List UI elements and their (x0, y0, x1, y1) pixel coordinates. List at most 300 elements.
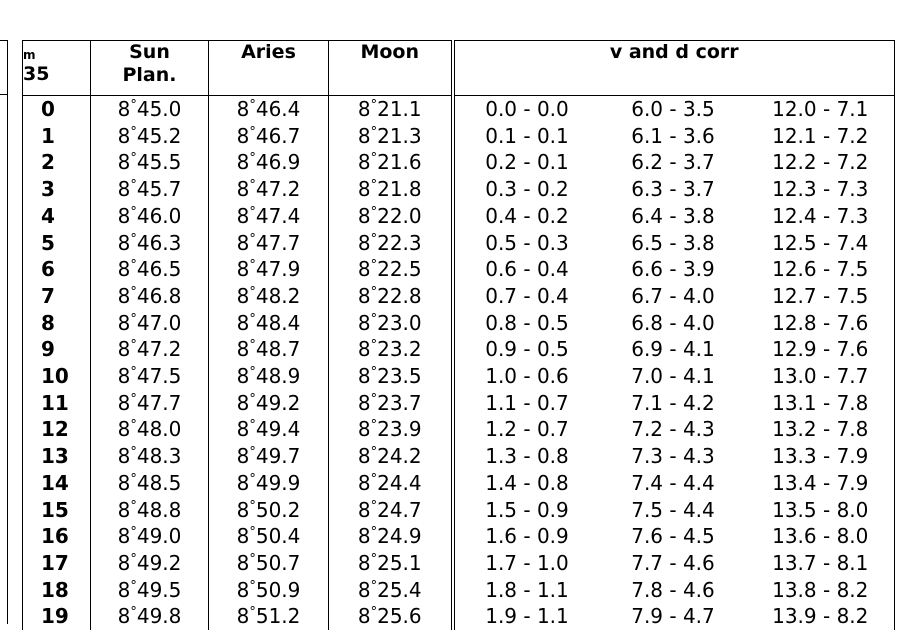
vd-correction-cell: 7.2 - 4.3 (600, 416, 747, 443)
degree-symbol: ° (371, 499, 378, 514)
aries-increment-cell (209, 123, 329, 150)
minute-label: m (23, 41, 90, 62)
minute-cell: 15 (23, 497, 91, 524)
degree-symbol: ° (130, 178, 137, 193)
vd-correction-cell: 13.0 - 7.7 (747, 363, 895, 390)
aries-increment-cell (209, 256, 329, 283)
moon-increment-cell-degrees: 8 (358, 417, 371, 441)
sun-increment-cell-degrees: 8 (118, 391, 131, 415)
vd-correction-cell: 1.8 - 1.1 (453, 577, 600, 604)
moon-increment-cell-degrees: 8 (358, 364, 371, 388)
aries-increment-cell-degrees: 8 (237, 391, 250, 415)
aries-increment-cell-degrees: 8 (237, 417, 250, 441)
moon-increment-cell-degrees: 8 (358, 311, 371, 335)
moon-increment-cell (329, 336, 453, 363)
degree-symbol: ° (130, 605, 137, 620)
degree-symbol: ° (249, 125, 256, 140)
vd-correction-cell: 12.3 - 7.3 (747, 176, 895, 203)
vd-correction-cell: 0.4 - 0.2 (453, 203, 600, 230)
aries-increment-cell-minutes: 51.2 (256, 604, 301, 628)
aries-increment-cell-degrees: 8 (237, 578, 250, 602)
minute-cell: 19 (23, 603, 91, 630)
aries-increment-cell (209, 336, 329, 363)
moon-increment-cell-minutes: 22.5 (377, 257, 422, 281)
vd-correction-cell: 12.4 - 7.3 (747, 203, 895, 230)
degree-symbol: ° (130, 205, 137, 220)
table-row (23, 390, 895, 417)
moon-increment-cell-degrees: 8 (358, 204, 371, 228)
degree-symbol: ° (371, 178, 378, 193)
vd-correction-cell: 1.1 - 0.7 (453, 390, 600, 417)
sun-increment-cell-degrees: 8 (118, 150, 131, 174)
degree-symbol: ° (371, 472, 378, 487)
moon-increment-cell-degrees: 8 (358, 578, 371, 602)
moon-increment-cell-degrees: 8 (358, 177, 371, 201)
adjacent-table-edge (7, 40, 8, 624)
degree-symbol: ° (249, 365, 256, 380)
aries-increment-cell-minutes: 50.2 (256, 498, 301, 522)
moon-increment-cell-minutes: 21.8 (377, 177, 422, 201)
moon-increment-cell-degrees: 8 (358, 150, 371, 174)
moon-increment-cell-minutes: 22.3 (377, 231, 422, 255)
moon-increment-cell-degrees: 8 (358, 471, 371, 495)
sun-increment-cell-degrees: 8 (118, 204, 131, 228)
sun-increment-cell (91, 577, 209, 604)
sun-increment-cell (91, 443, 209, 470)
vd-correction-cell: 1.9 - 1.1 (453, 603, 600, 630)
vd-correction-cell: 0.1 - 0.1 (453, 123, 600, 150)
moon-increment-cell-degrees: 8 (358, 391, 371, 415)
aries-increment-cell-minutes: 50.4 (256, 524, 301, 548)
aries-increment-cell (209, 603, 329, 630)
aries-increment-cell-minutes: 49.7 (256, 444, 301, 468)
degree-symbol: ° (130, 125, 137, 140)
minute-cell: 6 (23, 256, 91, 283)
moon-increment-cell (329, 577, 453, 604)
degree-symbol: ° (371, 552, 378, 567)
vd-correction-cell: 6.7 - 4.0 (600, 283, 747, 310)
moon-increment-cell-minutes: 25.4 (377, 578, 422, 602)
moon-increment-cell-degrees: 8 (358, 604, 371, 628)
vd-correction-cell: 12.5 - 7.4 (747, 230, 895, 257)
sun-increment-cell-degrees: 8 (118, 177, 131, 201)
degree-symbol: ° (130, 232, 137, 247)
sun-increment-cell (91, 603, 209, 630)
degree-symbol: ° (249, 392, 256, 407)
vd-correction-cell: 1.4 - 0.8 (453, 470, 600, 497)
sun-increment-cell-degrees: 8 (118, 284, 131, 308)
sun-increment-cell (91, 283, 209, 310)
sun-increment-cell-degrees: 8 (118, 471, 131, 495)
minute-cell: 12 (23, 416, 91, 443)
aries-increment-cell-minutes: 46.4 (256, 97, 301, 121)
sun-increment-cell-minutes: 45.0 (137, 97, 182, 121)
moon-increment-cell-degrees: 8 (358, 337, 371, 361)
degree-symbol: ° (130, 365, 137, 380)
degree-symbol: ° (371, 125, 378, 140)
table-row (23, 176, 895, 203)
degree-symbol: ° (371, 258, 378, 273)
vd-correction-cell: 1.7 - 1.0 (453, 550, 600, 577)
table-row (23, 123, 895, 150)
sun-increment-cell (91, 310, 209, 337)
degree-symbol: ° (130, 151, 137, 166)
degree-symbol: ° (130, 579, 137, 594)
vd-correction-cell: 6.2 - 3.7 (600, 149, 747, 176)
sun-increment-cell-minutes: 46.3 (137, 231, 182, 255)
degree-symbol: ° (130, 338, 137, 353)
sun-increment-cell-minutes: 45.7 (137, 177, 182, 201)
vd-correction-cell: 13.5 - 8.0 (747, 497, 895, 524)
moon-increment-cell (329, 443, 453, 470)
sun-increment-cell-degrees: 8 (118, 257, 131, 281)
aries-increment-cell-degrees: 8 (237, 97, 250, 121)
minute-cell: 4 (23, 203, 91, 230)
degree-symbol: ° (249, 258, 256, 273)
vd-correction-cell: 6.4 - 3.8 (600, 203, 747, 230)
table-body (23, 96, 895, 630)
degree-symbol: ° (371, 205, 378, 220)
degree-symbol: ° (371, 285, 378, 300)
moon-increment-cell-minutes: 21.6 (377, 150, 422, 174)
table-row (23, 230, 895, 257)
vd-correction-cell: 13.4 - 7.9 (747, 470, 895, 497)
vd-correction-cell: 13.9 - 8.2 (747, 603, 895, 630)
vd-correction-cell: 0.3 - 0.2 (453, 176, 600, 203)
vd-correction-cell: 7.8 - 4.6 (600, 577, 747, 604)
minute-cell: 8 (23, 310, 91, 337)
moon-increment-cell-minutes: 23.9 (377, 417, 422, 441)
sun-increment-cell-minutes: 49.8 (137, 604, 182, 628)
aries-increment-cell-minutes: 50.9 (256, 578, 301, 602)
sun-increment-cell (91, 256, 209, 283)
table-header-row (23, 41, 895, 96)
vd-correction-cell: 12.9 - 7.6 (747, 336, 895, 363)
aries-increment-cell-degrees: 8 (237, 524, 250, 548)
degree-symbol: ° (130, 312, 137, 327)
aries-increment-cell-minutes: 48.7 (256, 337, 301, 361)
moon-increment-cell-minutes: 23.5 (377, 364, 422, 388)
aries-increment-cell (209, 203, 329, 230)
moon-increment-cell (329, 149, 453, 176)
aries-increment-cell-degrees: 8 (237, 337, 250, 361)
moon-increment-cell-minutes: 22.8 (377, 284, 422, 308)
sun-increment-cell-minutes: 45.5 (137, 150, 182, 174)
degree-symbol: ° (371, 98, 378, 113)
aries-increment-cell (209, 310, 329, 337)
moon-increment-cell-minutes: 23.2 (377, 337, 422, 361)
sun-increment-cell-degrees: 8 (118, 498, 131, 522)
vd-correction-cell: 13.6 - 8.0 (747, 523, 895, 550)
sun-increment-cell-degrees: 8 (118, 551, 131, 575)
moon-increment-cell (329, 96, 453, 123)
vd-correction-cell: 12.0 - 7.1 (747, 96, 895, 123)
table-row (23, 336, 895, 363)
moon-increment-cell-degrees: 8 (358, 498, 371, 522)
aries-increment-cell (209, 176, 329, 203)
vd-correction-cell: 7.6 - 4.5 (600, 523, 747, 550)
sun-increment-cell-minutes: 47.5 (137, 364, 182, 388)
moon-increment-cell-minutes: 24.7 (377, 498, 422, 522)
aries-increment-cell-degrees: 8 (237, 471, 250, 495)
vd-correction-cell: 1.3 - 0.8 (453, 443, 600, 470)
moon-increment-cell (329, 256, 453, 283)
sun-increment-cell-degrees: 8 (118, 364, 131, 388)
degree-symbol: ° (371, 338, 378, 353)
sun-increment-cell-degrees: 8 (118, 417, 131, 441)
aries-increment-cell-minutes: 47.4 (256, 204, 301, 228)
degree-symbol: ° (249, 499, 256, 514)
v-and-d-corr-label: v and d corr (455, 41, 895, 64)
moon-increment-cell (329, 390, 453, 417)
sun-header-line2: Plan. (91, 64, 208, 87)
minute-cell: 2 (23, 149, 91, 176)
aries-increment-cell-minutes: 46.9 (256, 150, 301, 174)
degree-symbol: ° (130, 418, 137, 433)
moon-increment-cell-degrees: 8 (358, 257, 371, 281)
degree-symbol: ° (130, 472, 137, 487)
vd-correction-cell: 0.5 - 0.3 (453, 230, 600, 257)
table-row (23, 149, 895, 176)
degree-symbol: ° (130, 98, 137, 113)
moon-increment-cell (329, 230, 453, 257)
degree-symbol: ° (371, 365, 378, 380)
degree-symbol: ° (249, 312, 256, 327)
degree-symbol: ° (371, 232, 378, 247)
table-row (23, 310, 895, 337)
degree-symbol: ° (130, 445, 137, 460)
sun-increment-cell-degrees: 8 (118, 97, 131, 121)
sun-increment-cell-degrees: 8 (118, 124, 131, 148)
table-row (23, 203, 895, 230)
sun-increment-cell (91, 470, 209, 497)
minute-cell: 0 (23, 96, 91, 123)
table-row (23, 96, 895, 123)
moon-increment-cell-degrees: 8 (358, 97, 371, 121)
degree-symbol: ° (371, 605, 378, 620)
sun-increment-cell (91, 363, 209, 390)
sun-increment-cell-degrees: 8 (118, 604, 131, 628)
aries-increment-cell-minutes: 48.9 (256, 364, 301, 388)
sun-increment-cell (91, 149, 209, 176)
increments-corrections-table (22, 40, 895, 630)
aries-increment-cell-minutes: 49.9 (256, 471, 301, 495)
vd-correction-cell: 7.1 - 4.2 (600, 390, 747, 417)
vd-correction-cell: 7.9 - 4.7 (600, 603, 747, 630)
sun-increment-cell (91, 203, 209, 230)
hour-label: 35 (23, 62, 90, 86)
moon-increment-cell-degrees: 8 (358, 551, 371, 575)
moon-header (329, 41, 453, 96)
degree-symbol: ° (249, 232, 256, 247)
vd-correction-cell: 6.9 - 4.1 (600, 336, 747, 363)
vd-correction-cell: 1.5 - 0.9 (453, 497, 600, 524)
degree-symbol: ° (249, 445, 256, 460)
table-row (23, 416, 895, 443)
aries-increment-cell (209, 149, 329, 176)
sun-increment-cell-minutes: 45.2 (137, 124, 182, 148)
sun-increment-cell-degrees: 8 (118, 337, 131, 361)
minute-header (23, 41, 91, 96)
vd-correction-cell: 12.6 - 7.5 (747, 256, 895, 283)
degree-symbol: ° (249, 525, 256, 540)
moon-increment-cell (329, 523, 453, 550)
degree-symbol: ° (249, 579, 256, 594)
aries-header (209, 41, 329, 96)
degree-symbol: ° (130, 392, 137, 407)
moon-increment-cell-degrees: 8 (358, 284, 371, 308)
moon-increment-cell-minutes: 24.9 (377, 524, 422, 548)
moon-increment-cell (329, 416, 453, 443)
minute-cell: 13 (23, 443, 91, 470)
vd-correction-cell: 0.6 - 0.4 (453, 256, 600, 283)
vd-correction-cell: 0.7 - 0.4 (453, 283, 600, 310)
vd-correction-cell: 12.2 - 7.2 (747, 149, 895, 176)
sun-increment-cell-minutes: 46.8 (137, 284, 182, 308)
aries-increment-cell-degrees: 8 (237, 257, 250, 281)
sun-increment-cell-minutes: 49.2 (137, 551, 182, 575)
sun-increment-cell-minutes: 47.7 (137, 391, 182, 415)
sun-increment-cell-minutes: 46.5 (137, 257, 182, 281)
aries-increment-cell (209, 497, 329, 524)
moon-header-label: Moon (329, 41, 451, 64)
vd-correction-cell: 1.6 - 0.9 (453, 523, 600, 550)
sun-increment-cell-minutes: 49.5 (137, 578, 182, 602)
aries-increment-cell (209, 470, 329, 497)
sun-increment-cell-degrees: 8 (118, 311, 131, 335)
vd-correction-cell: 0.2 - 0.1 (453, 149, 600, 176)
sun-increment-cell (91, 336, 209, 363)
moon-increment-cell-minutes: 24.4 (377, 471, 422, 495)
aries-increment-cell-minutes: 48.2 (256, 284, 301, 308)
moon-increment-cell-minutes: 25.1 (377, 551, 422, 575)
sun-header-line1: Sun (91, 41, 208, 64)
degree-symbol: ° (249, 552, 256, 567)
sun-increment-cell-degrees: 8 (118, 444, 131, 468)
sun-planets-header (91, 41, 209, 96)
sun-increment-cell-degrees: 8 (118, 578, 131, 602)
vd-correction-cell: 12.1 - 7.2 (747, 123, 895, 150)
moon-increment-cell-minutes: 22.0 (377, 204, 422, 228)
degree-symbol: ° (371, 418, 378, 433)
moon-increment-cell-minutes: 23.7 (377, 391, 422, 415)
moon-increment-cell (329, 497, 453, 524)
minute-cell: 14 (23, 470, 91, 497)
degree-symbol: ° (130, 525, 137, 540)
minute-cell: 3 (23, 176, 91, 203)
table-row (23, 497, 895, 524)
aries-increment-cell-degrees: 8 (237, 124, 250, 148)
table-row (23, 363, 895, 390)
moon-increment-cell (329, 176, 453, 203)
minute-cell: 9 (23, 336, 91, 363)
aries-increment-cell-degrees: 8 (237, 311, 250, 335)
degree-symbol: ° (130, 285, 137, 300)
aries-increment-cell (209, 523, 329, 550)
sun-increment-cell-degrees: 8 (118, 524, 131, 548)
moon-increment-cell-degrees: 8 (358, 124, 371, 148)
sun-increment-cell-minutes: 48.3 (137, 444, 182, 468)
table-row (23, 523, 895, 550)
table-row (23, 577, 895, 604)
vd-correction-cell: 7.4 - 4.4 (600, 470, 747, 497)
sun-increment-cell-minutes: 49.0 (137, 524, 182, 548)
degree-symbol: ° (249, 418, 256, 433)
degree-symbol: ° (371, 445, 378, 460)
aries-increment-cell-degrees: 8 (237, 177, 250, 201)
degree-symbol: ° (249, 605, 256, 620)
minute-cell: 16 (23, 523, 91, 550)
moon-increment-cell-degrees: 8 (358, 524, 371, 548)
vd-correction-cell: 12.8 - 7.6 (747, 310, 895, 337)
vd-correction-cell: 7.5 - 4.4 (600, 497, 747, 524)
vd-correction-cell: 13.3 - 7.9 (747, 443, 895, 470)
moon-increment-cell-minutes: 23.0 (377, 311, 422, 335)
vd-correction-cell: 6.0 - 3.5 (600, 96, 747, 123)
degree-symbol: ° (130, 499, 137, 514)
vd-correction-cell: 0.9 - 0.5 (453, 336, 600, 363)
moon-increment-cell (329, 603, 453, 630)
vd-correction-cell: 6.1 - 3.6 (600, 123, 747, 150)
aries-increment-cell-degrees: 8 (237, 551, 250, 575)
aries-increment-cell (209, 416, 329, 443)
vd-correction-cell: 6.3 - 3.7 (600, 176, 747, 203)
sun-increment-cell (91, 416, 209, 443)
sun-increment-cell (91, 390, 209, 417)
moon-increment-cell-minutes: 21.1 (377, 97, 422, 121)
aries-increment-cell-degrees: 8 (237, 498, 250, 522)
table-row (23, 283, 895, 310)
vd-correction-cell: 13.7 - 8.1 (747, 550, 895, 577)
sun-increment-cell-minutes: 48.8 (137, 498, 182, 522)
sun-increment-cell-minutes: 47.2 (137, 337, 182, 361)
vd-correction-cell: 13.8 - 8.2 (747, 577, 895, 604)
aries-increment-cell-degrees: 8 (237, 284, 250, 308)
v-and-d-corr-header (453, 41, 895, 96)
minute-cell: 5 (23, 230, 91, 257)
vd-correction-cell: 7.3 - 4.3 (600, 443, 747, 470)
aries-increment-cell (209, 577, 329, 604)
vd-correction-cell: 0.8 - 0.5 (453, 310, 600, 337)
minute-cell: 7 (23, 283, 91, 310)
vd-correction-cell: 1.2 - 0.7 (453, 416, 600, 443)
moon-increment-cell (329, 283, 453, 310)
sun-increment-cell (91, 230, 209, 257)
vd-correction-cell: 7.7 - 4.6 (600, 550, 747, 577)
sun-increment-cell-minutes: 48.0 (137, 417, 182, 441)
degree-symbol: ° (249, 98, 256, 113)
minute-cell: 17 (23, 550, 91, 577)
degree-symbol: ° (371, 579, 378, 594)
sun-increment-cell-minutes: 48.5 (137, 471, 182, 495)
moon-increment-cell (329, 470, 453, 497)
sun-increment-cell (91, 523, 209, 550)
aries-increment-cell-degrees: 8 (237, 604, 250, 628)
moon-increment-cell-minutes: 21.3 (377, 124, 422, 148)
moon-increment-cell (329, 203, 453, 230)
aries-increment-cell-minutes: 50.7 (256, 551, 301, 575)
degree-symbol: ° (371, 312, 378, 327)
moon-increment-cell (329, 550, 453, 577)
aries-increment-cell (209, 550, 329, 577)
aries-increment-cell-minutes: 47.2 (256, 177, 301, 201)
degree-symbol: ° (249, 285, 256, 300)
aries-increment-cell (209, 283, 329, 310)
table-row (23, 443, 895, 470)
aries-increment-cell-degrees: 8 (237, 364, 250, 388)
aries-increment-cell-degrees: 8 (237, 231, 250, 255)
vd-correction-cell: 13.2 - 7.8 (747, 416, 895, 443)
